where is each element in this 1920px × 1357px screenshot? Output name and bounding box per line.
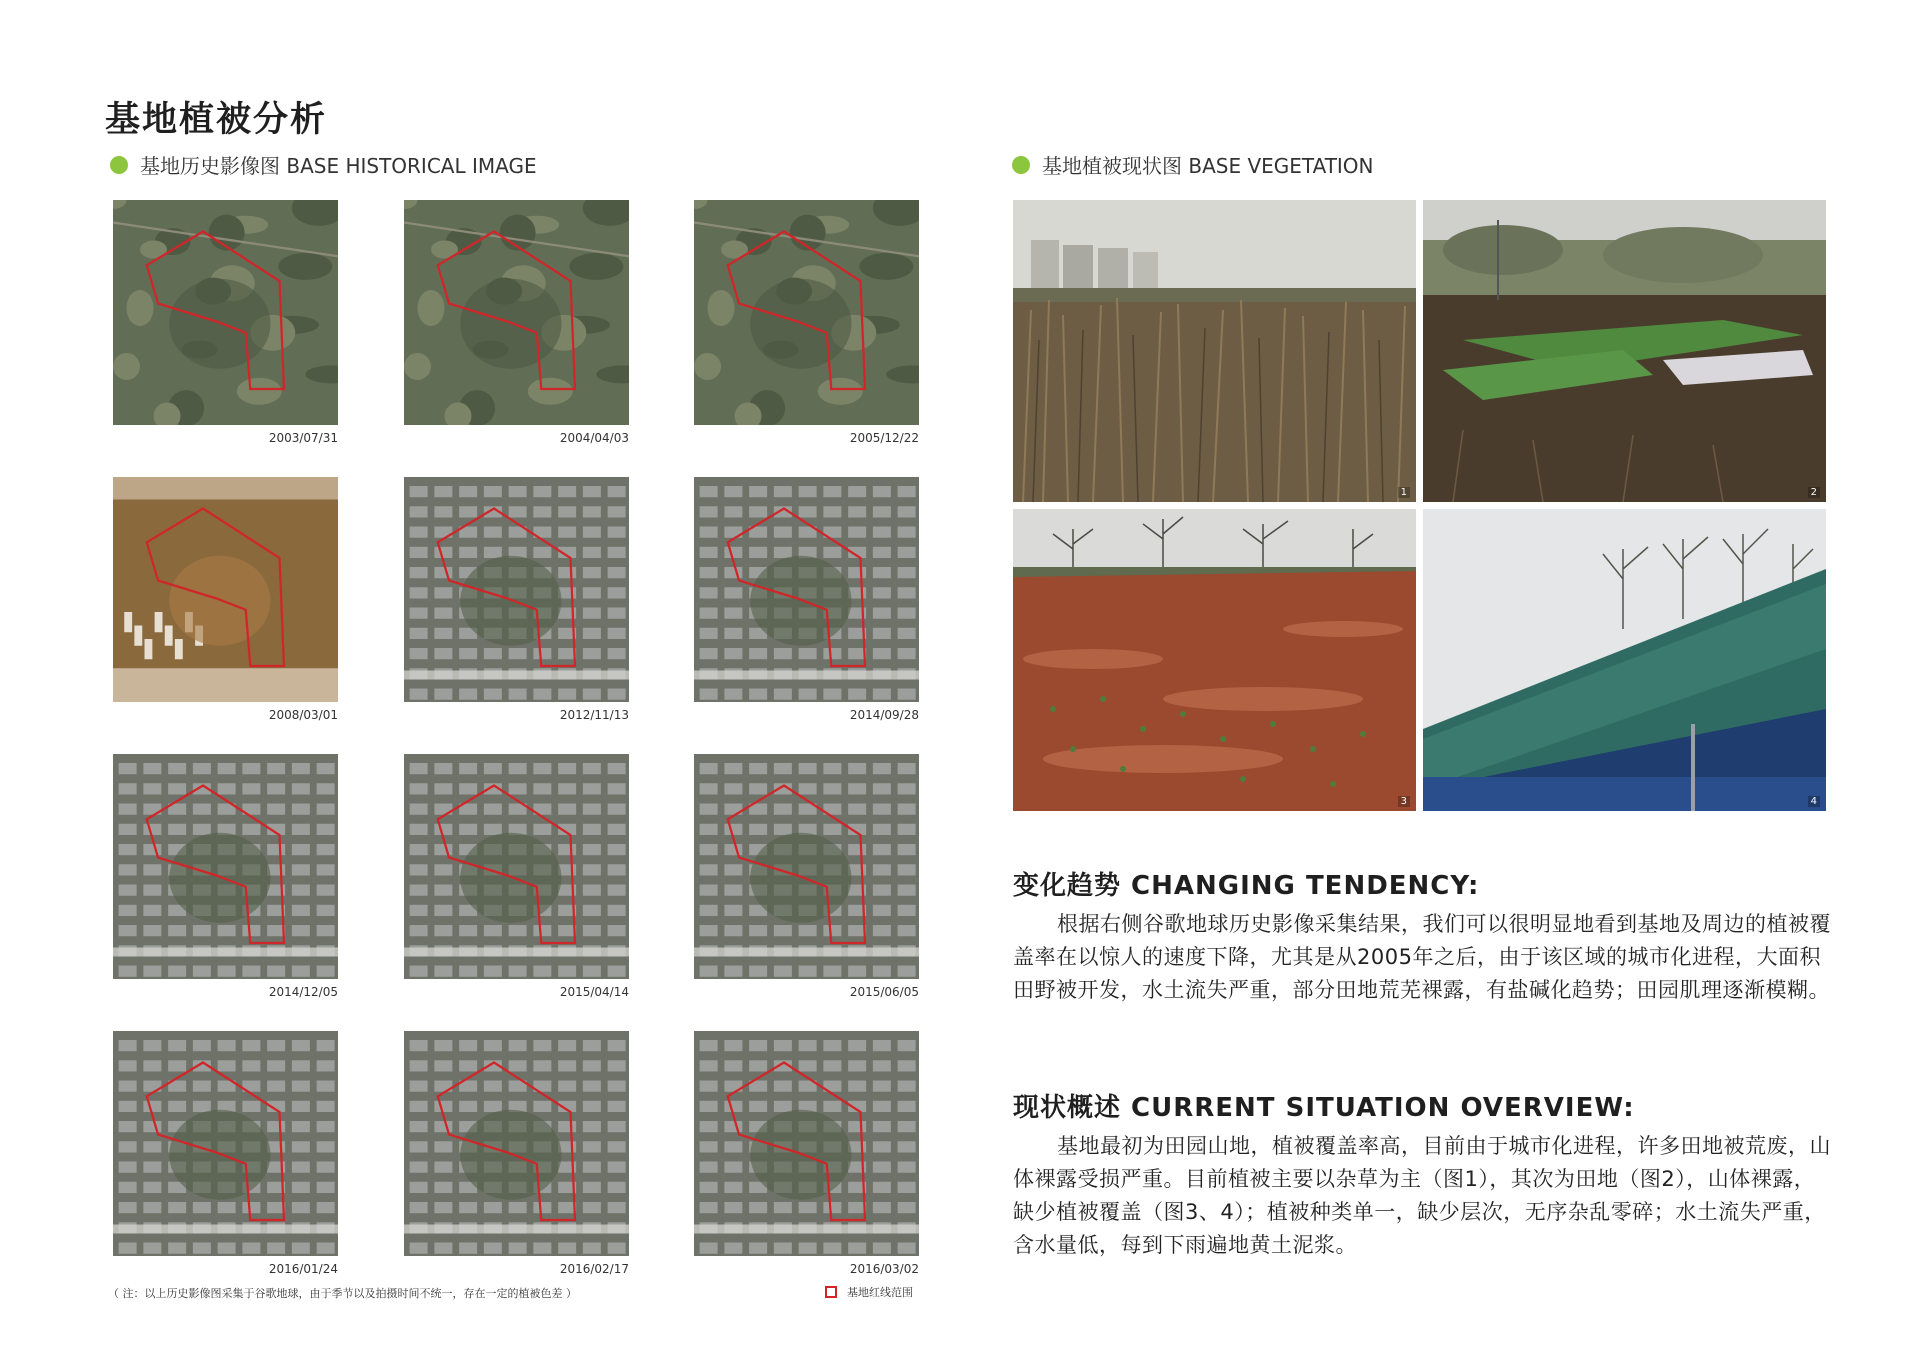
thumbnail-date: 2016/03/02 (849, 1262, 919, 1276)
current-situation-title: 现状概述 CURRENT SITUATION OVERVIEW: (1013, 1093, 1635, 1123)
historical-thumbnail (694, 754, 919, 979)
changing-tendency-text: 根据右侧谷歌地球历史影像采集结果，我们可以很明显地看到基地及周边的植被覆盖率在以惊人的速度下降，尤其是从2005年之后，由于该区域的城市化进程，大面积田野被开发，水土流失严重，部分田地荒芜裸露，有盐碱化趋势；田园肌理逐渐模糊。 (1013, 912, 1831, 1002)
historical-thumbnail (404, 477, 629, 702)
satellite-image (404, 477, 629, 702)
historical-thumbnail (694, 200, 919, 425)
current-situation-text: 基地最初为田园山地，植被覆盖率高，目前由于城市化进程，许多田地被荒废，山体裸露受损严重。目前植被主要以杂草为主（图1），其次为田地（图2），山体裸露，缺少植被覆盖（图3、4）；植被种类单一，缺少层次，无序杂乱零碎；水土流失严重，含水量低，每到下雨遍地黄土泥浆。 (1013, 1134, 1831, 1257)
thumbnail-date: 2016/02/17 (559, 1262, 629, 1276)
thumbnail-date: 2014/09/28 (849, 708, 919, 722)
site-photo-covered-slope (1423, 509, 1826, 811)
farmland-photo-image (1423, 200, 1826, 502)
thumbnail-date: 2004/04/03 (559, 431, 629, 445)
thumbnail-date: 2015/04/14 (559, 985, 629, 999)
historical-image-heading-text: 基地历史影像图 BASE HISTORICAL IMAGE (140, 154, 537, 178)
satellite-image (113, 754, 338, 979)
satellite-image (404, 200, 629, 425)
green-bullet-icon (110, 156, 128, 174)
satellite-image (694, 754, 919, 979)
historical-thumbnail (404, 754, 629, 979)
vegetation-heading (1012, 150, 1374, 179)
historical-image-heading (110, 150, 537, 179)
photo-number: 4 (1808, 796, 1820, 807)
vegetation-heading-text: 基地植被现状图 BASE VEGETATION (1042, 154, 1374, 178)
image-source-note: （ 注：以上历史影像图采集于谷歌地球，由于季节以及拍摄时间不统一，存在一定的植被色差 ） (108, 1287, 577, 1300)
historical-thumbnail (113, 1031, 338, 1256)
site-photo-farmland (1423, 200, 1826, 502)
photo-number: 1 (1398, 487, 1410, 498)
site-photo-bare-soil (1013, 509, 1416, 811)
satellite-image (694, 477, 919, 702)
green-bullet-icon (1012, 156, 1030, 174)
satellite-image (113, 1031, 338, 1256)
satellite-image (404, 754, 629, 979)
bare-soil-photo-image (1013, 509, 1416, 811)
satellite-image (694, 1031, 919, 1256)
thumbnail-date: 2008/03/01 (268, 708, 338, 722)
satellite-image (694, 200, 919, 425)
satellite-image (113, 200, 338, 425)
historical-thumbnail (113, 200, 338, 425)
photo-number: 2 (1808, 487, 1820, 498)
thumbnail-date: 2012/11/13 (559, 708, 629, 722)
boundary-legend-swatch-icon (825, 1286, 837, 1298)
historical-thumbnail (113, 477, 338, 702)
page-title: 基地植被分析 (105, 100, 328, 140)
satellite-image (404, 1031, 629, 1256)
thumbnail-date: 2016/01/24 (268, 1262, 338, 1276)
thumbnail-date: 2014/12/05 (268, 985, 338, 999)
reeds-photo-image (1013, 200, 1416, 502)
satellite-image (113, 477, 338, 702)
historical-thumbnail (113, 754, 338, 979)
photo-number: 3 (1398, 796, 1410, 807)
boundary-legend (825, 1284, 913, 1300)
thumbnail-date: 2005/12/22 (849, 431, 919, 445)
boundary-legend-label: 基地红线范围 (847, 1286, 913, 1299)
historical-thumbnail (404, 200, 629, 425)
covered-slope-photo-image (1423, 509, 1826, 811)
changing-tendency-title: 变化趋势 CHANGING TENDENCY: (1013, 871, 1480, 901)
thumbnail-date: 2015/06/05 (849, 985, 919, 999)
historical-thumbnail (694, 477, 919, 702)
thumbnail-date: 2003/07/31 (268, 431, 338, 445)
historical-thumbnail (404, 1031, 629, 1256)
historical-thumbnail (694, 1031, 919, 1256)
site-photo-reeds (1013, 200, 1416, 502)
